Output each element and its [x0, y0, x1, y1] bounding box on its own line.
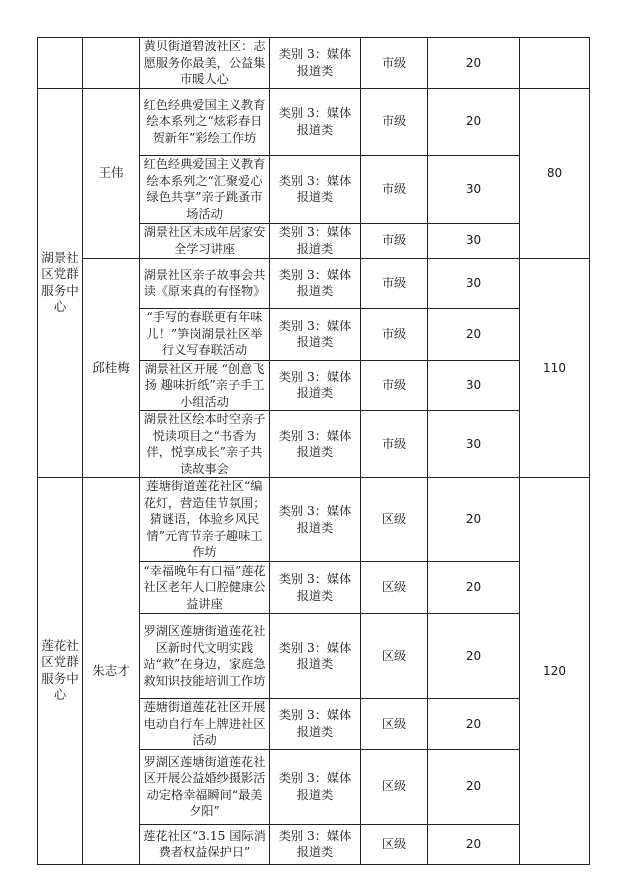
- activity-title: 湖景社区绘本时空亲子悦读项目之“书香为伴，悦享成长”亲子共读故事会: [140, 411, 270, 478]
- score-cell: 20: [428, 478, 520, 562]
- total-cell: [520, 38, 590, 89]
- score-cell: 20: [428, 88, 520, 155]
- person-cell: [83, 38, 140, 89]
- score-cell: 30: [428, 411, 520, 478]
- score-cell: 20: [428, 562, 520, 614]
- score-cell: 30: [428, 258, 520, 308]
- category-cell: 类别 3：媒体报道类: [270, 223, 361, 258]
- level-cell: 区级: [361, 478, 428, 562]
- category-cell: 类别 3：媒体报道类: [270, 824, 361, 864]
- level-cell: 区级: [361, 699, 428, 750]
- person-cell: 王伟: [83, 88, 140, 258]
- category-cell: 类别 3：媒体报道类: [270, 258, 361, 308]
- category-cell: 类别 3：媒体报道类: [270, 308, 361, 360]
- person-cell: 朱志才: [83, 478, 140, 865]
- activity-title: 湖景社区亲子故事会共读《原来真的有怪物》: [140, 258, 270, 308]
- level-cell: 市级: [361, 223, 428, 258]
- activity-title: 红色经典爱国主义教育绘本系列之“汇聚爱心 绿色共享”亲子跳蚤市场活动: [140, 155, 270, 223]
- score-cell: 20: [428, 699, 520, 750]
- score-cell: 20: [428, 824, 520, 864]
- score-cell: 30: [428, 155, 520, 223]
- level-cell: 区级: [361, 749, 428, 824]
- level-cell: 区级: [361, 824, 428, 864]
- category-cell: 类别 3：媒体报道类: [270, 749, 361, 824]
- score-table: [37, 37, 590, 865]
- category-cell: 类别 3：媒体报道类: [270, 614, 361, 699]
- table-row: [38, 38, 590, 89]
- category-cell: 类别 3：媒体报道类: [270, 38, 361, 89]
- activity-title: 莲塘街道莲花社区开展电动自行车上牌进社区活动: [140, 699, 270, 750]
- activity-title: 湖景社区未成年居家安全学习讲座: [140, 223, 270, 258]
- activity-title: 黄贝街道碧波社区：志愿服务你最美，公益集市暖人心: [140, 38, 270, 89]
- unit-cell: 莲花社区党群服务中心: [38, 478, 83, 865]
- unit-cell: 湖景社区党群服务中心: [38, 88, 83, 478]
- category-cell: 类别 3：媒体报道类: [270, 88, 361, 155]
- category-cell: 类别 3：媒体报道类: [270, 562, 361, 614]
- activity-title: 湖景社区开展 “创意飞扬 趣味折纸”亲子手工小组活动: [140, 360, 270, 411]
- activity-title: 莲塘街道莲花社区“编花灯，营造佳节氛围；猜谜语，体验乡风民情”元宵节亲子趣味工作坊: [140, 478, 270, 562]
- level-cell: 区级: [361, 562, 428, 614]
- activity-title: 莲花社区“3.15 国际消费者权益保护日”: [140, 824, 270, 864]
- activity-title: 红色经典爱国主义教育绘本系列之“炫彩春日贺新年”彩绘工作坊: [140, 88, 270, 155]
- table-row: [38, 478, 590, 562]
- category-cell: 类别 3：媒体报道类: [270, 360, 361, 411]
- activity-title: 罗湖区莲塘街道莲花社区开展公益婚纱摄影活动定格幸福瞬间“最美夕阳”: [140, 749, 270, 824]
- total-cell: 80: [520, 88, 590, 258]
- score-cell: 30: [428, 360, 520, 411]
- level-cell: 市级: [361, 38, 428, 89]
- level-cell: 区级: [361, 614, 428, 699]
- level-cell: 市级: [361, 308, 428, 360]
- score-cell: 20: [428, 749, 520, 824]
- category-cell: 类别 3：媒体报道类: [270, 699, 361, 750]
- category-cell: 类别 3：媒体报道类: [270, 478, 361, 562]
- score-cell: 20: [428, 38, 520, 89]
- activity-title: 罗湖区莲塘街道莲花社区新时代文明实践站“救”在身边，家庭急救知识技能培训工作坊: [140, 614, 270, 699]
- total-cell: 120: [520, 478, 590, 865]
- unit-cell: [38, 38, 83, 89]
- table-row: [38, 88, 590, 155]
- score-cell: 20: [428, 308, 520, 360]
- score-cell: 30: [428, 223, 520, 258]
- level-cell: 市级: [361, 88, 428, 155]
- score-cell: 20: [428, 614, 520, 699]
- activity-title: “手写的春联更有年味儿！”笋岗湖景社区举行义写春联活动: [140, 308, 270, 360]
- level-cell: 市级: [361, 411, 428, 478]
- table-row: [38, 258, 590, 308]
- activity-title: “幸福晚年有口福”莲花社区老年人口腔健康公益讲座: [140, 562, 270, 614]
- category-cell: 类别 3：媒体报道类: [270, 155, 361, 223]
- total-cell: 110: [520, 258, 590, 478]
- category-cell: 类别 3：媒体报道类: [270, 411, 361, 478]
- level-cell: 市级: [361, 155, 428, 223]
- level-cell: 市级: [361, 258, 428, 308]
- level-cell: 市级: [361, 360, 428, 411]
- person-cell: 邱桂梅: [83, 258, 140, 478]
